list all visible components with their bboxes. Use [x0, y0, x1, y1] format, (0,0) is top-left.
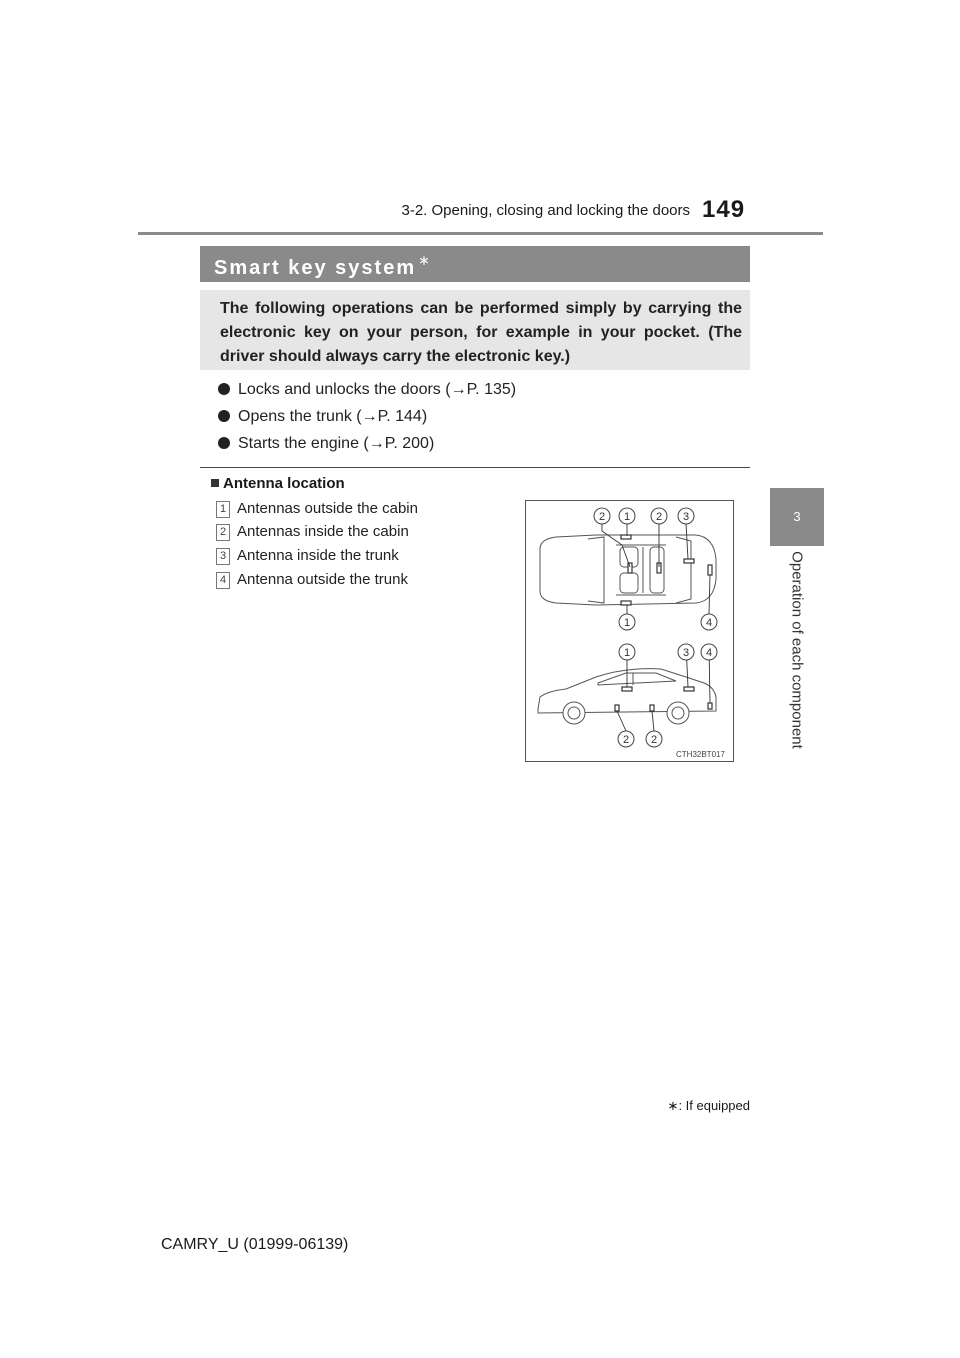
bullet-icon [218, 383, 230, 395]
legend-label: Antenna inside the trunk [237, 547, 399, 564]
footer-model-code: CAMRY_U (01999-06139) [161, 1236, 349, 1253]
callout-label: 2 [598, 511, 606, 523]
page-title [214, 252, 432, 280]
footnote-mark: ∗ [667, 1098, 679, 1113]
bullet-item [218, 435, 434, 453]
legend-item [216, 500, 418, 518]
antenna-marker [621, 535, 631, 539]
callout-number: 4 [216, 572, 230, 589]
bullet-text: Locks and unlocks the doors (→P. 135) [238, 381, 517, 398]
legend-item [216, 523, 409, 541]
section-heading-text: Antenna location [223, 475, 345, 492]
header-section-title: 3-2. Opening, closing and locking the doors [401, 202, 690, 219]
callout-label: 3 [682, 647, 690, 659]
if-equipped-mark: ∗ [418, 252, 432, 268]
callout-label: 1 [623, 647, 631, 659]
antenna-marker [650, 705, 654, 711]
legend-label: Antenna outside the trunk [237, 571, 408, 588]
antenna-marker [621, 601, 631, 605]
footnote [600, 1098, 750, 1114]
legend-label: Antennas outside the cabin [237, 500, 418, 517]
chapter-side-label [770, 550, 824, 750]
callout-label: 2 [650, 734, 658, 746]
callout-label: 2 [655, 511, 663, 523]
section-divider [200, 467, 750, 468]
antenna-location-figure [525, 500, 734, 762]
page-number: 149 [702, 196, 746, 223]
footnote-text: : If equipped [678, 1098, 750, 1113]
bullet-text: Opens the trunk (→P. 144) [238, 408, 428, 425]
antenna-marker [628, 563, 632, 573]
figure-code: CTH32BT017 [676, 750, 725, 759]
section-heading [211, 475, 345, 492]
callout-number: 1 [216, 501, 230, 518]
bullet-item [218, 381, 516, 399]
chapter-label-text: Operation of each component [788, 551, 806, 749]
section-title-bar [200, 246, 750, 282]
header-rule [138, 232, 823, 235]
chapter-tab: 3 [770, 488, 824, 546]
callout-label: 1 [623, 617, 631, 629]
bullet-icon [218, 410, 230, 422]
callout-number: 3 [216, 548, 230, 565]
antenna-marker [615, 705, 619, 711]
intro-text: The following operations can be performed simply by carrying the electronic key on your person, for example in your pocket. (The driver should always carry the electronic key.) [220, 300, 742, 365]
intro-box [200, 290, 750, 370]
legend-item [216, 547, 399, 565]
callout-label: 2 [622, 734, 630, 746]
legend-item [216, 571, 408, 589]
antenna-marker [684, 687, 694, 691]
bullet-text: Starts the engine (→P. 200) [238, 435, 435, 452]
callout-number: 2 [216, 524, 230, 541]
callout-label: 4 [705, 617, 713, 629]
callout-label: 1 [623, 511, 631, 523]
bullet-icon [218, 437, 230, 449]
antenna-marker [684, 559, 694, 563]
square-bullet-icon [211, 479, 219, 487]
callout-label: 4 [705, 647, 713, 659]
bullet-item [218, 408, 427, 426]
antenna-marker [708, 703, 712, 709]
page-title-text: Smart key system [214, 257, 417, 279]
antenna-marker [708, 565, 712, 575]
legend-label: Antennas inside the cabin [237, 523, 409, 540]
car-diagram [526, 501, 733, 761]
callout-label: 3 [682, 511, 690, 523]
antenna-marker [622, 687, 632, 691]
